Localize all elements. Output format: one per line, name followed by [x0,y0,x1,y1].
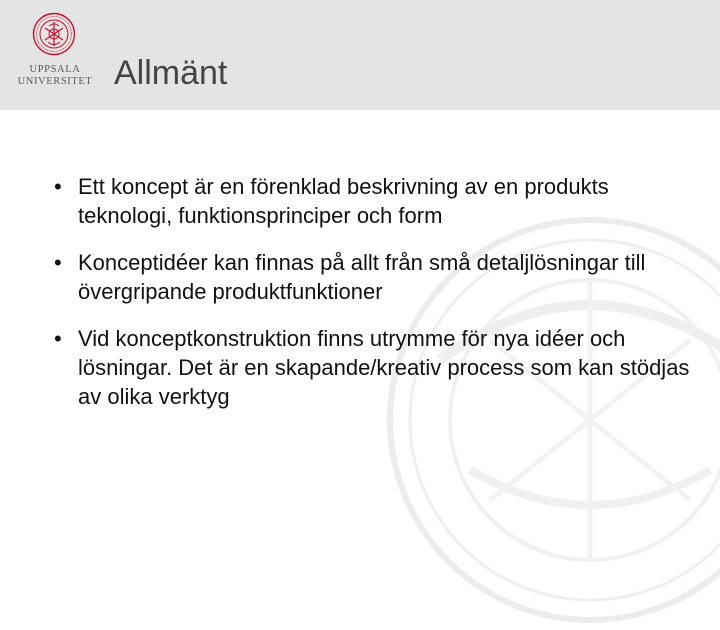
list-item [48,172,708,230]
uppsala-university-seal-icon [32,12,76,56]
bullet-marker: • [54,250,62,275]
bullet-text: Vid konceptkonstruktion finns utrymme för nya idéer och lösningar. Det är en skapande/kreativ process som kan stödjas av olika verktyg [78,326,690,409]
slide-title: Allmänt [114,54,228,92]
bullet-marker: • [54,174,62,199]
logo-line-2: UNIVERSITET [17,76,93,87]
bullet-text: Ett koncept är en förenklad beskrivning av en produkts teknologi, funktionsprinciper och form [78,174,609,228]
slide-header [0,0,720,110]
list-item [48,248,708,306]
university-logo [14,12,96,94]
bullet-list [48,172,708,429]
bullet-marker: • [54,326,62,351]
list-item [48,324,708,411]
bullet-text: Konceptidéer kan finnas på allt från små detaljlösningar till övergripande produktfunktioner [78,250,646,304]
logo-wordmark [14,64,96,88]
logo-line-1: UPPSALA [29,64,81,75]
